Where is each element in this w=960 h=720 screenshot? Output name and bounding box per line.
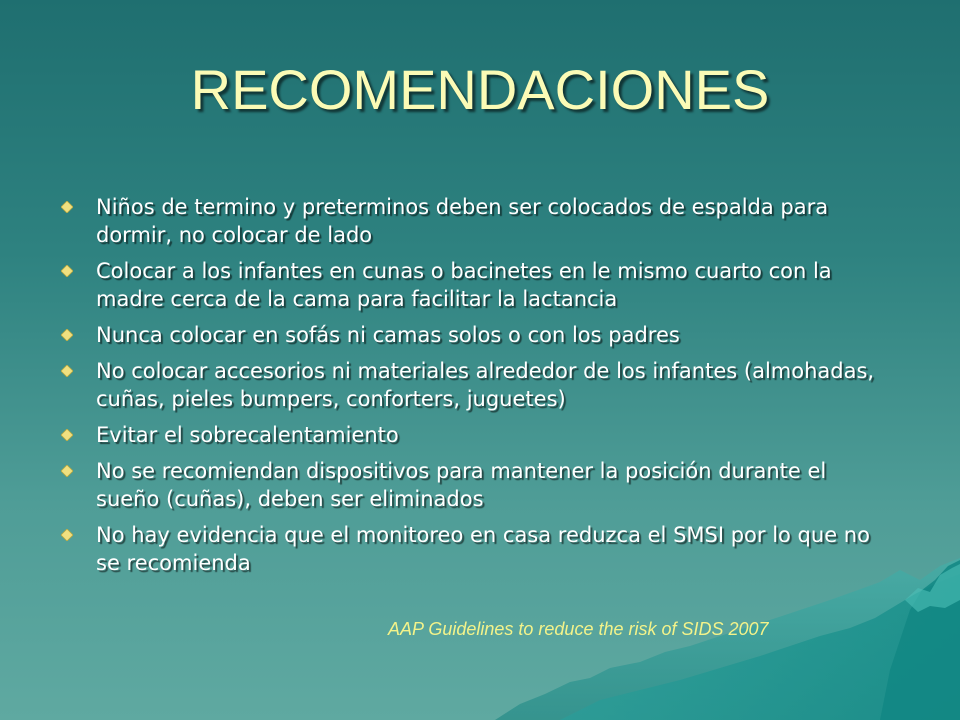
recommendation-list bbox=[58, 193, 888, 585]
diamond-bullet-icon bbox=[61, 201, 73, 213]
diamond-bullet-icon bbox=[61, 329, 73, 341]
list-item-text: No hay evidencia que el monitoreo en casa reduzca el SMSI por lo que no se recomienda bbox=[96, 523, 870, 575]
diamond-bullet-icon bbox=[61, 265, 73, 277]
list-item bbox=[58, 257, 888, 313]
list-item-text: Colocar a los infantes en cunas o bacinetes en le mismo cuarto con la madre cerca de la cama para facilitar la lactancia bbox=[96, 259, 832, 311]
list-item bbox=[58, 357, 888, 413]
list-item-text: Evitar el sobrecalentamiento bbox=[96, 423, 399, 447]
list-item bbox=[58, 193, 888, 249]
slide-title: RECOMENDACIONES bbox=[190, 58, 770, 121]
diamond-bullet-icon bbox=[61, 465, 73, 477]
list-item bbox=[58, 521, 888, 577]
diamond-bullet-icon bbox=[61, 365, 73, 377]
list-item-text: Niños de termino y preterminos deben ser colocados de espalda para dormir, no colocar de lado bbox=[96, 195, 829, 247]
diamond-bullet-icon bbox=[61, 529, 73, 541]
diamond-bullet-icon bbox=[61, 429, 73, 441]
list-item bbox=[58, 457, 888, 513]
list-item bbox=[58, 321, 888, 349]
citation-text: AAP Guidelines to reduce the risk of SIDS 2007 bbox=[388, 619, 769, 639]
list-item-text: No colocar accesorios ni materiales alrededor de los infantes (almohadas, cuñas, pieles bumpers, conforters, juguetes) bbox=[96, 359, 875, 411]
list-item-text: Nunca colocar en sofás ni camas solos o con los padres bbox=[96, 323, 680, 347]
list-item bbox=[58, 421, 888, 449]
list-item-text: No se recomiendan dispositivos para mantener la posición durante el sueño (cuñas), deben ser eliminados bbox=[96, 459, 827, 511]
